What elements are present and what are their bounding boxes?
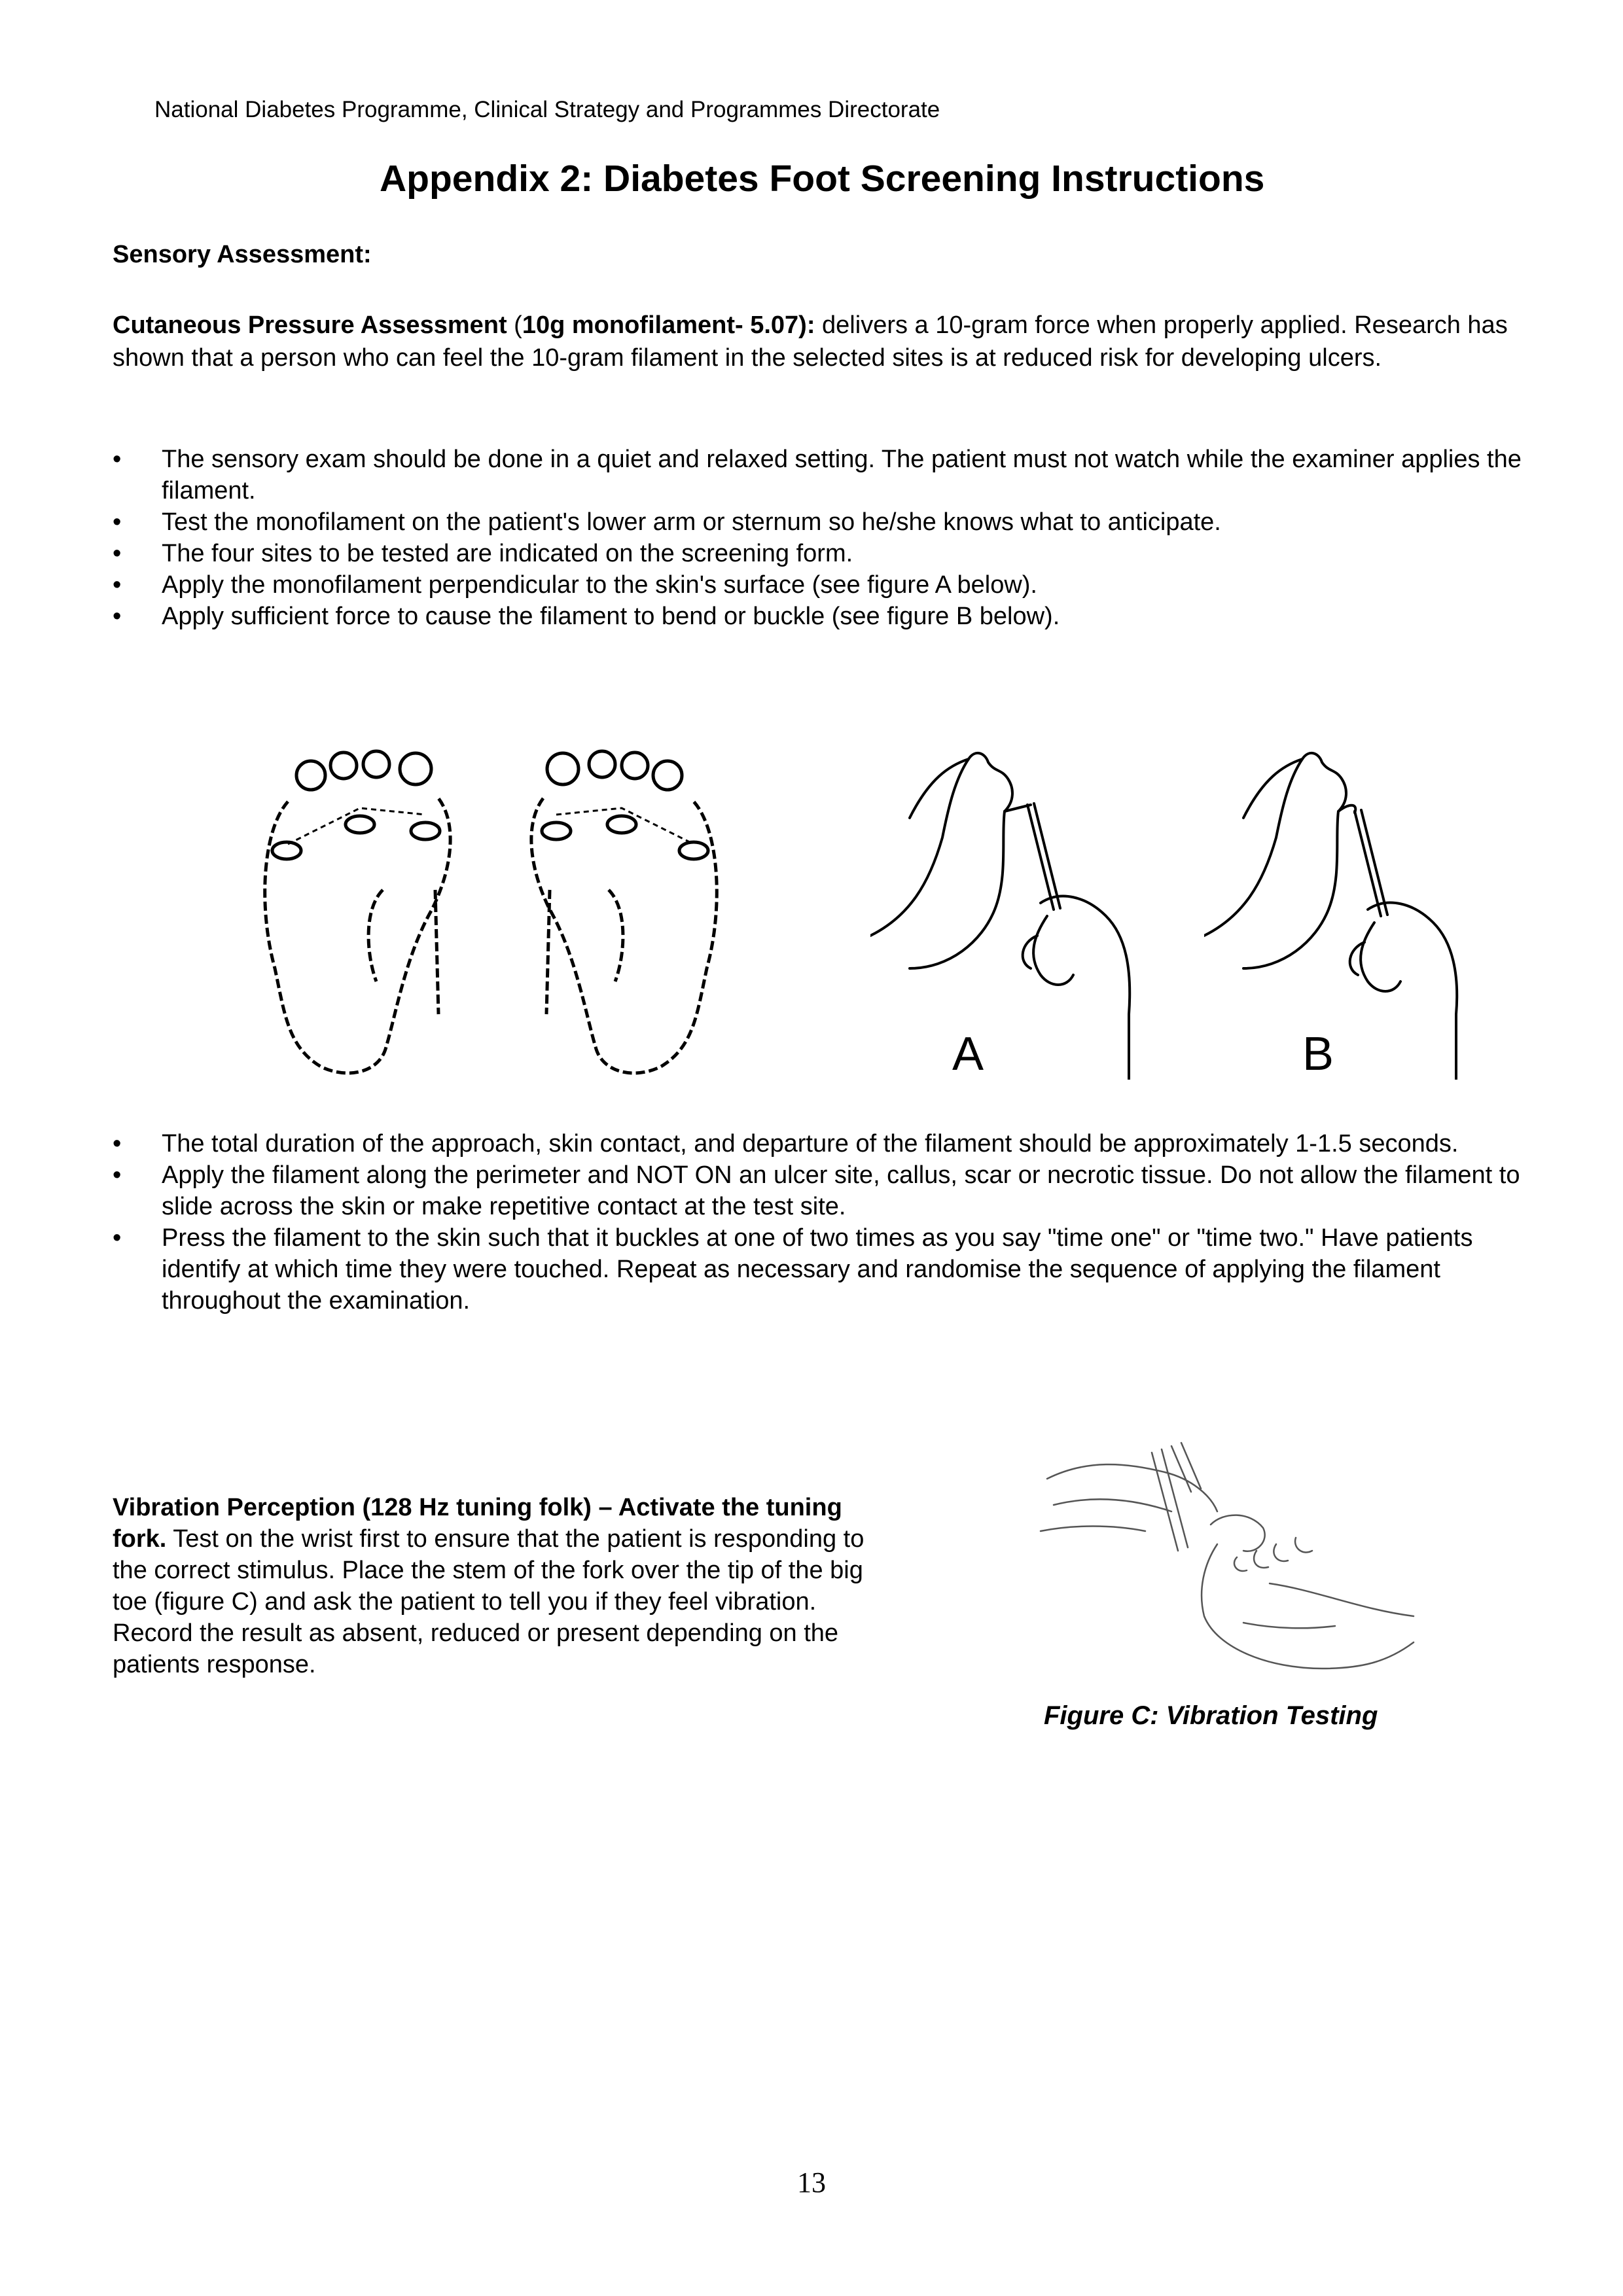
vibration-label: Vibration Perception (128 Hz tuning folk) – Activate the tuning fork. <box>113 1494 842 1553</box>
bullet-icon: • <box>113 446 122 473</box>
bullet-icon: • <box>113 1130 122 1157</box>
cutaneous-paragraph <box>113 309 1526 374</box>
page-title: Appendix 2: Diabetes Foot Screening Instructions <box>380 158 1265 200</box>
list-item-text: The four sites to be tested are indicated on the screening form. <box>162 540 853 567</box>
figure-b-illustration <box>1204 739 1472 1080</box>
list-item <box>113 1128 1539 1159</box>
figure-c-caption: Figure C: Vibration Testing <box>1044 1701 1378 1730</box>
list-item-text: Apply the filament along the perimeter and NOT ON an ulcer site, callus, scar or necrotic tissue. Do not allow the filament to slide across the skin or make repetitive contact at the test site. <box>162 1161 1520 1220</box>
page-number: 13 <box>797 2166 826 2199</box>
list-item <box>113 444 1539 506</box>
page-header: National Diabetes Programme, Clinical Strategy and Programmes Directorate <box>154 97 940 122</box>
figure-a-label: A <box>952 1028 984 1080</box>
bullet-icon: • <box>113 571 122 599</box>
bullet-icon: • <box>113 508 122 536</box>
figure-a-illustration <box>870 739 1139 1080</box>
figure-c-illustration <box>1021 1433 1420 1682</box>
foot-soles-diagram <box>249 739 759 1093</box>
list-item-text: Press the filament to the skin such that it buckles at one of two times as you say "time one" or "time two." Have patients identify at which time they were touched. Repeat as necessary and randomise the sequence of applying the filament throughout the examination. <box>162 1224 1473 1315</box>
list-item <box>113 538 1539 569</box>
cutaneous-label: Cutaneous Pressure Assessment <box>113 311 507 339</box>
bullet-list-1 <box>113 444 1539 632</box>
bullet-icon: • <box>113 603 122 630</box>
cutaneous-text: delivers a 10-gram force when properly applied. Research has shown that a person who can feel the 10-gram filament in the selected sites is at reduced risk for developing ulcers. <box>113 311 1508 372</box>
cutaneous-paren: ( <box>507 311 522 339</box>
list-item <box>113 1222 1539 1316</box>
list-item <box>113 569 1539 601</box>
list-item-text: The sensory exam should be done in a quiet and relaxed setting. The patient must not watch while the examiner applies the filament. <box>162 446 1522 504</box>
figure-b-label: B <box>1302 1028 1334 1080</box>
vibration-paragraph <box>113 1492 885 1680</box>
list-item-text: Apply the monofilament perpendicular to the skin's surface (see figure A below). <box>162 571 1037 599</box>
bullet-icon: • <box>113 1161 122 1189</box>
bullet-icon: • <box>113 1224 122 1252</box>
cutaneous-spec: 10g monofilament- 5.07): <box>522 311 815 339</box>
bullet-icon: • <box>113 540 122 567</box>
bullet-list-2 <box>113 1128 1539 1316</box>
vibration-text: Test on the wrist first to ensure that the patient is responding to the correct stimulus. Place the stem of the fork over the tip of the big toe (figure C) and ask the patient to tell you if they feel vibration. Record the result as absent, reduced or present depending on the patients response. <box>113 1525 865 1678</box>
list-item-text: The total duration of the approach, skin contact, and departure of the filament should be approximately 1-1.5 seconds. <box>162 1130 1459 1157</box>
list-item-text: Apply sufficient force to cause the filament to bend or buckle (see figure B below). <box>162 603 1060 630</box>
list-item-text: Test the monofilament on the patient's lower arm or sternum so he/she knows what to anticipate. <box>162 508 1221 536</box>
list-item <box>113 1159 1539 1222</box>
section-heading: Sensory Assessment: <box>113 241 372 268</box>
list-item <box>113 506 1539 538</box>
list-item <box>113 601 1539 632</box>
